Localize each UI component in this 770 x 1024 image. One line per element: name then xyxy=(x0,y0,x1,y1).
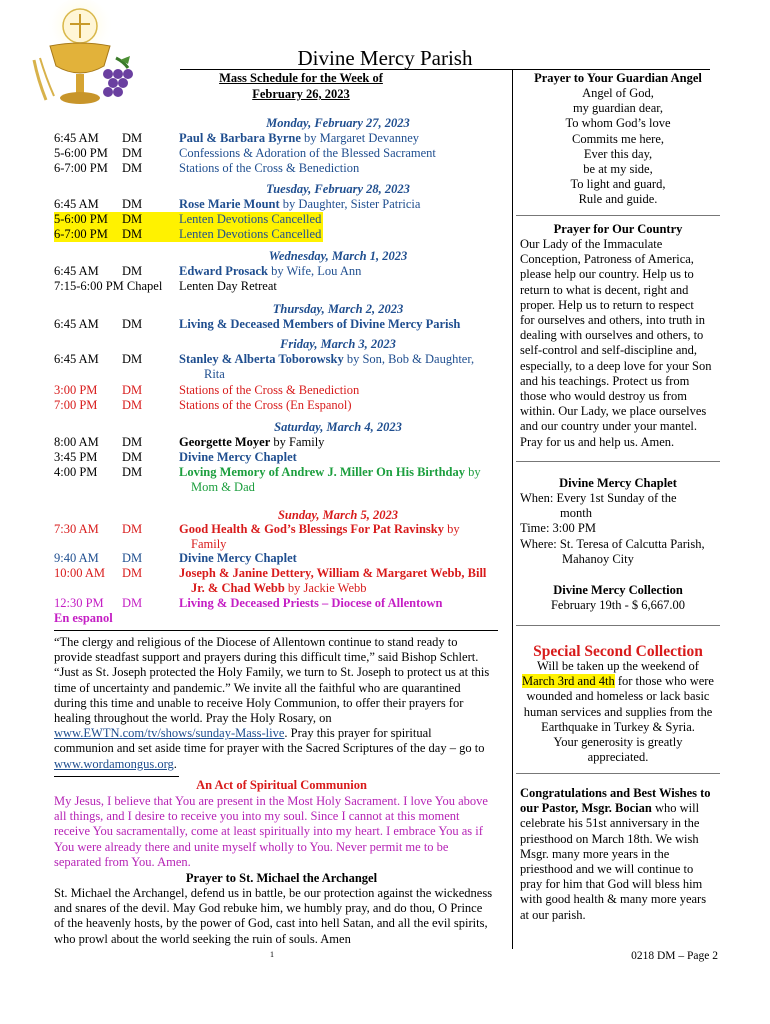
country-line: please help our country. Help us to xyxy=(520,267,694,282)
chaplet-when-cont: month xyxy=(560,506,592,521)
guardian-line: Angel of God, xyxy=(582,86,654,100)
mass-location: DM xyxy=(122,383,143,397)
country-line: within. Our Lady, we place ourselves xyxy=(520,404,707,419)
chaplet-when: When: Every 1st Sunday of the xyxy=(520,491,677,505)
mass-donor-cont: Mom & Dad xyxy=(191,480,255,494)
special-collection-heading: Special Second Collection xyxy=(533,643,703,660)
congrats-line: with good health & many more years xyxy=(520,892,707,907)
day-heading-thursday: Thursday, March 2, 2023 xyxy=(272,302,404,316)
special-line: Your generosity is greatly xyxy=(553,735,683,750)
congrats-pastor: our Pastor, Msgr. Bocian xyxy=(520,801,652,816)
event-text: Stations of the Cross (En Espanol) xyxy=(179,398,352,412)
country-line: self-control and self-discipline and, xyxy=(520,343,698,358)
communion-line: separated from You. Amen. xyxy=(54,854,191,869)
mass-intention-cont: Jr. & Chad Webb xyxy=(191,581,285,595)
schedule-heading-date: February 26, 2023 xyxy=(252,87,350,101)
mass-time: 6:45 AM xyxy=(54,352,99,366)
mass-location: DM xyxy=(122,131,143,145)
congrats-line: celebrate his 51st anniversary in the xyxy=(520,816,700,831)
special-line: wounded and homeless or lack basic xyxy=(526,689,710,704)
mass-donor: by Son, Bob & Daughter, xyxy=(343,352,475,366)
country-line: Our Lady of the Immaculate xyxy=(520,237,663,251)
day-heading-tuesday: Tuesday, February 28, 2023 xyxy=(266,182,410,196)
mass-time: 3:45 PM xyxy=(54,450,98,464)
special-line: human services and supplies from the xyxy=(523,704,713,719)
title-rule xyxy=(180,69,710,70)
mass-time: 7:00 PM xyxy=(54,398,98,412)
day-heading-sunday: Sunday, March 5, 2023 xyxy=(277,508,399,522)
michael-line: and snares of the devil. May God rebuke him, we humbly pray, and do thou, O Prince xyxy=(54,901,483,916)
day-heading-monday: Monday, February 27, 2023 xyxy=(266,116,410,130)
event-text: Lenten Devotions Cancelled xyxy=(179,212,322,226)
mass-location: DM xyxy=(122,227,143,241)
special-line: Will be taken up the weekend of xyxy=(537,659,699,673)
collection-heading: Divine Mercy Collection xyxy=(553,583,683,597)
clergy-line: during this time and unable to receive Holy Communion, to offer their prayers for xyxy=(54,695,464,710)
mass-location: DM xyxy=(122,450,143,464)
mass-time: 6:45 AM xyxy=(54,317,99,331)
clergy-line: time of uncertainty and pandemic.” We invite all the faithful who are quarantined xyxy=(54,680,461,695)
guardian-line: Commits me here, xyxy=(572,131,664,146)
wordamongus-link[interactable]: www.wordamongus.org xyxy=(54,756,174,771)
special-dates-highlight: March 3rd and 4th xyxy=(522,674,615,689)
mass-location: DM xyxy=(122,566,143,580)
clergy-line: . Pray this prayer for spiritual xyxy=(284,726,432,741)
guardian-prayer xyxy=(516,86,720,208)
mass-location: DM xyxy=(122,264,143,278)
special-line: for those who were xyxy=(614,674,714,689)
mass-location: DM xyxy=(122,352,143,366)
mass-time: 10:00 AM xyxy=(54,566,106,580)
event-text: Confessions & Adoration of the Blessed Sacrament xyxy=(179,146,436,160)
mass-language: En espanol xyxy=(54,611,113,625)
congrats-line: priesthood and we will continue to xyxy=(520,862,694,877)
mass-time: 5-6:00 PM xyxy=(54,146,108,160)
mass-intention: Living & Deceased Priests – Diocese of Allentown xyxy=(179,596,443,610)
section-rule xyxy=(516,773,720,774)
mass-time: 7:30 AM xyxy=(54,522,99,536)
mass-time: 6-7:00 PM xyxy=(54,227,108,241)
mass-donor: by xyxy=(465,465,481,479)
clergy-line: “The clergy and religious of the Diocese of Allentown continue to stand ready to xyxy=(54,635,458,649)
congrats-heading: Congratulations and Best Wishes to xyxy=(520,786,711,800)
mass-donor: by Wife, Lou Ann xyxy=(268,264,362,278)
ewtn-link[interactable]: www.EWTN.com/tv/shows/sunday-Mass-live xyxy=(54,726,285,741)
country-line: and his teachings. Protect us from xyxy=(520,373,690,388)
country-line: Conception, Patroness of America, xyxy=(520,252,694,267)
mass-time: 6:45 AM xyxy=(54,264,99,278)
section-rule xyxy=(54,776,179,777)
michael-line: who prowl about the world seeking the ruin of souls. Amen xyxy=(54,931,351,946)
mass-location: DM xyxy=(122,146,143,160)
mass-intention: Stanley & Alberta Toborowsky xyxy=(179,352,344,366)
section-rule xyxy=(54,630,498,631)
country-line: return to what is decent, right and xyxy=(520,282,689,297)
guardian-heading: Prayer to Your Guardian Angel xyxy=(534,71,702,85)
special-line: Earthquake in Turkey & Syria. xyxy=(541,719,695,734)
congrats-line: pray for him that God will bless him xyxy=(520,877,703,892)
country-line: those who would destroy us from xyxy=(520,389,687,404)
mass-location: DM xyxy=(122,596,143,610)
event-text: Divine Mercy Chaplet xyxy=(179,450,297,464)
guardian-line: To light and guard, xyxy=(570,177,666,192)
mass-location: DM xyxy=(122,317,143,331)
michael-heading: Prayer to St. Michael the Archangel xyxy=(185,871,378,885)
event-text: Lenten Devotions Cancelled xyxy=(179,227,322,241)
mass-time: 9:40 AM xyxy=(54,551,99,565)
communion-prayer xyxy=(54,794,509,870)
mass-time: 5-6:00 PM xyxy=(54,212,108,226)
mass-donor: by Jackie Webb xyxy=(284,581,367,595)
clergy-paragraph xyxy=(54,635,509,772)
mass-intention: Joseph & Janine Dettery, William & Margaret Webb, Bill xyxy=(179,566,487,580)
communion-heading: An Act of Spiritual Communion xyxy=(196,778,367,792)
congrats-section xyxy=(520,786,720,923)
mass-intention: Paul & Barbara Byrne xyxy=(179,131,301,145)
mass-intention: Loving Memory of Andrew J. Miller On His Birthday xyxy=(179,465,465,479)
congrats-body xyxy=(520,816,720,922)
mass-intention: Rose Marie Mount xyxy=(179,197,280,211)
chaplet-time: Time: 3:00 PM xyxy=(520,521,596,536)
mass-donor: by xyxy=(443,522,460,536)
mass-intention: Georgette Moyer xyxy=(179,435,271,449)
special-collection-text xyxy=(516,659,720,765)
mass-time: 3:00 PM xyxy=(54,383,98,397)
column-divider xyxy=(512,69,513,949)
mass-location: DM xyxy=(122,197,143,211)
mass-time: 6:45 AM xyxy=(54,131,99,145)
chaplet-where-cont: Mahanoy City xyxy=(562,551,634,566)
country-prayer xyxy=(520,237,720,450)
communion-line: You were already there and unite myself wholly to You. Never permit me to be xyxy=(54,839,449,854)
communion-line: all things, and I desire to receive you into my soul. Since I cannot at this moment xyxy=(54,809,460,824)
collection-amount: February 19th - $ 6,667.00 xyxy=(550,598,685,612)
michael-line: of the heavenly hosts, by the power of God, cast into hell Satan, and all the evil spirits, xyxy=(54,916,488,931)
mass-donor: by Family xyxy=(270,435,325,449)
section-rule xyxy=(516,215,720,216)
mass-time: 7:15-6:00 PM Chapel xyxy=(54,279,163,293)
mass-time: 12:30 PM xyxy=(54,596,104,610)
mass-time: 6:45 AM xyxy=(54,197,99,211)
mass-time: 6-7:00 PM xyxy=(54,161,108,175)
communion-line: receive You sacramentally, come at least spiritually into my heart. I embrace You as if xyxy=(54,824,483,839)
mass-time: 4:00 PM xyxy=(54,465,98,479)
guardian-line: Rule and guide. xyxy=(578,192,658,207)
guardian-line: be at my side, xyxy=(583,162,653,177)
michael-prayer xyxy=(54,886,509,947)
special-line: appreciated. xyxy=(587,750,649,765)
mass-location: DM xyxy=(122,435,143,449)
mass-location: DM xyxy=(122,522,143,536)
section-rule xyxy=(516,625,720,626)
chaplet-details xyxy=(520,491,720,567)
footer-mark: 1 xyxy=(270,950,274,959)
country-line: for ourselves and others, into truth in xyxy=(520,313,706,328)
congrats-line: at our parish. xyxy=(520,907,586,922)
clergy-line: . xyxy=(173,756,177,771)
country-line: and our country under your mantel. xyxy=(520,419,698,434)
congrats-line: who will xyxy=(651,801,700,816)
mass-time: 8:00 AM xyxy=(54,435,99,449)
mass-intention: Edward Prosack xyxy=(179,264,269,278)
michael-line: St. Michael the Archangel, defend us in battle, be our protection against the wickedness xyxy=(54,886,493,900)
chaplet-heading: Divine Mercy Chaplet xyxy=(559,476,677,490)
congrats-line: Msgr. many more years in the xyxy=(520,846,670,861)
day-heading-friday: Friday, March 3, 2023 xyxy=(280,337,396,351)
day-heading-saturday: Saturday, March 4, 2023 xyxy=(274,420,402,434)
guardian-line: Ever this day, xyxy=(583,146,653,161)
page-number: 0218 DM – Page 2 xyxy=(631,950,718,962)
clergy-line: provide steadfast support and prayers during this difficult time,” said Bishop Schlert. xyxy=(54,650,479,665)
guardian-line: my guardian dear, xyxy=(572,101,664,116)
country-line: especially, to a deep love for your Son xyxy=(520,358,712,373)
event-text: Stations of the Cross & Benediction xyxy=(179,161,360,175)
mass-location: DM xyxy=(122,398,143,412)
clergy-line: “Just as St. Joseph protected the Holy Family, we turn to St. Joseph to protect us at this xyxy=(54,665,490,680)
country-line: dealing with ourselves and others, to xyxy=(520,328,704,343)
congrats-line: priesthood on March 18th. We wish xyxy=(520,831,699,846)
mass-location: DM xyxy=(122,161,143,175)
mass-location: DM xyxy=(122,465,143,479)
mass-location: DM xyxy=(122,551,143,565)
day-heading-wednesday: Wednesday, March 1, 2023 xyxy=(268,249,408,263)
clergy-line: healing throughout the world. Pray the Holy Rosary, on xyxy=(54,711,332,726)
mass-location: DM xyxy=(122,212,143,226)
chaplet-where: Where: St. Teresa of Calcutta Parish, xyxy=(520,536,705,551)
mass-donor-cont: Rita xyxy=(204,367,225,381)
country-line: Pray for us and help us. Amen. xyxy=(520,434,675,449)
mass-donor-cont: Family xyxy=(191,537,227,551)
communion-line: My Jesus, I believe that You are present in the Most Holy Sacrament. I love You above xyxy=(54,794,488,808)
event-text: Lenten Day Retreat xyxy=(179,279,277,293)
mass-intention: Good Health & God’s Blessings For Pat Ravinsky xyxy=(179,522,444,536)
section-rule xyxy=(516,461,720,462)
mass-donor: by Daughter, Sister Patricia xyxy=(279,197,421,211)
clergy-line: communion and set aside time for prayer with the Sacred Scriptures of the day – go to xyxy=(54,741,485,756)
event-text: Stations of the Cross & Benediction xyxy=(179,383,360,397)
guardian-line: To whom God’s love xyxy=(565,116,671,131)
schedule-heading-line: Mass Schedule for the Week of xyxy=(219,71,383,85)
event-text: Divine Mercy Chaplet xyxy=(179,551,297,565)
country-heading: Prayer for Our Country xyxy=(553,222,683,236)
schedule-heading xyxy=(196,71,406,102)
country-line: proper. Help us to return to respect xyxy=(520,297,694,312)
mass-intention: Living & Deceased Members of Divine Mercy Parish xyxy=(179,317,461,331)
mass-donor: by Margaret Devanney xyxy=(300,131,420,145)
page-title: Divine Mercy Parish xyxy=(297,46,473,70)
